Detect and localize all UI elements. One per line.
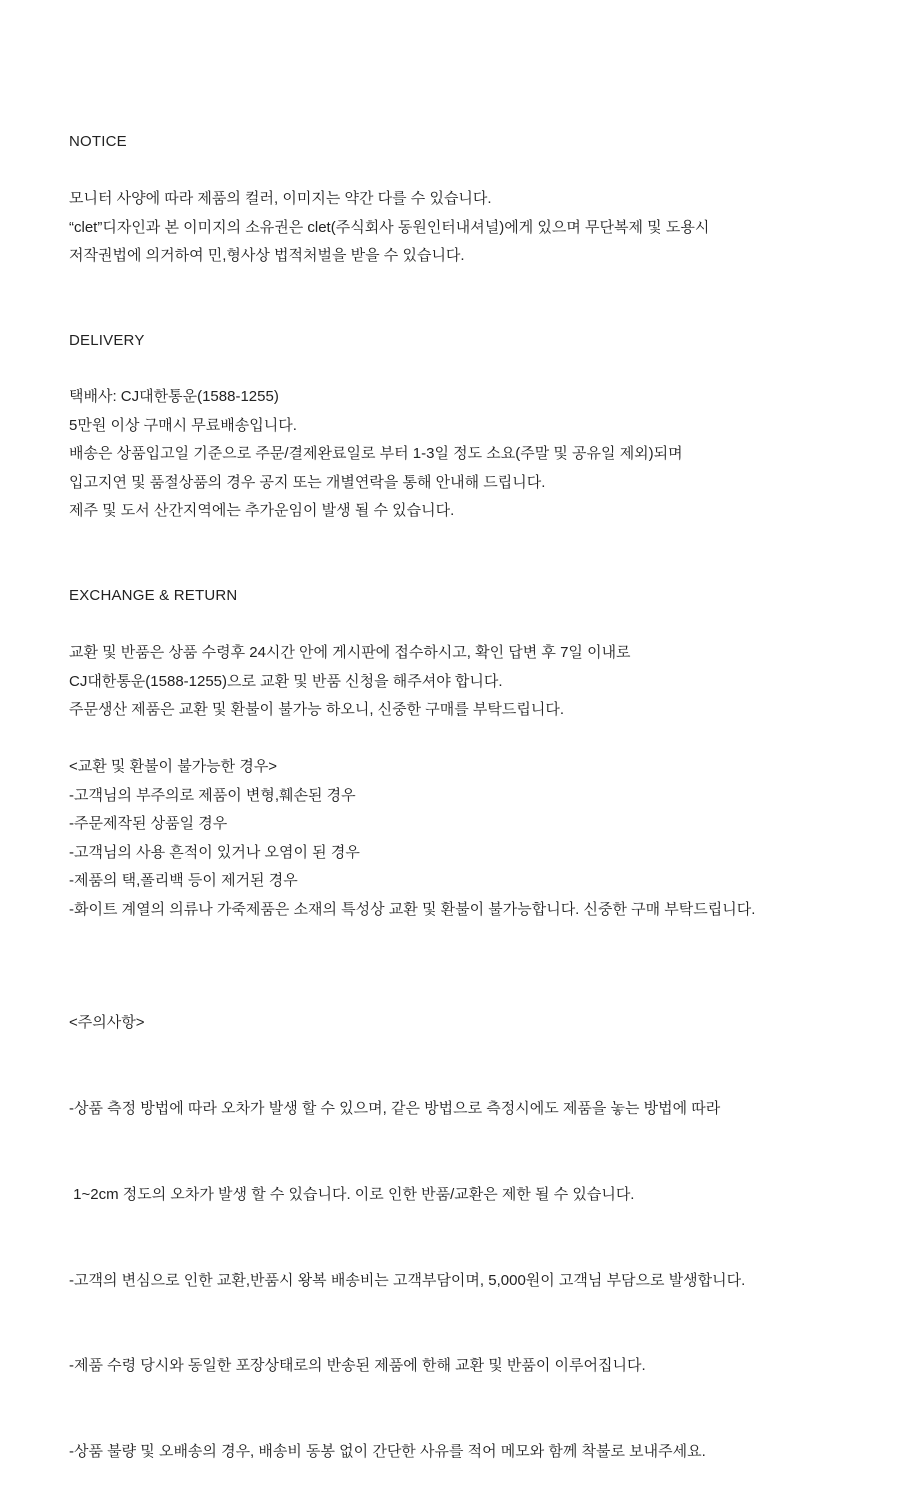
- list-item: -제품 수령 당시와 동일한 포장상태로의 반송된 제품에 한해 교환 및 반품이 이루어집니다.: [69, 1357, 646, 1375]
- list-item: -고객님의 사용 흔적이 있거나 오염이 된 경우: [69, 843, 360, 861]
- list-item: -고객님의 부주의로 제품이 변형,훼손된 경우: [69, 786, 356, 804]
- notice-line: 저작권법에 의거하여 민,형사상 법적처벌을 받을 수 있습니다.: [69, 247, 465, 265]
- list-item: -화이트 계열의 의류나 가죽제품은 소재의 특성상 교환 및 환불이 불가능합니다. 신중한 구매 부탁드립니다.: [69, 900, 756, 918]
- not-allowed-heading: <교환 및 환불이 불가능한 경우>: [69, 758, 278, 775]
- not-allowed-list: [69, 753, 880, 925]
- list-item: -상품 측정 방법에 따라 오차가 발생 할 수 있으며, 같은 방법으로 측정시에도 제품을 놓는 방법에 따라: [69, 1099, 721, 1117]
- cautions-list: [69, 952, 880, 1495]
- delivery-line: 5만원 이상 구매시 무료배송입니다.: [69, 416, 297, 434]
- delivery-line: 제주 및 도서 산간지역에는 추가운임이 발생 될 수 있습니다.: [69, 502, 455, 520]
- list-item: -주문제작된 상품일 경우: [69, 815, 228, 833]
- delivery-line: 택배사: CJ대한통운(1588-1255): [69, 388, 279, 405]
- notice-text: [69, 185, 880, 271]
- delivery-line: 배송은 상품입고일 기준으로 주문/결제완료일로 부터 1-3일 정도 소요(주말 및 공유일 제외)되며: [69, 445, 683, 463]
- cautions-heading: <주의사항>: [69, 1014, 145, 1032]
- notice-line: “clet”디자인과 본 이미지의 소유권은 clet(주식회사 동원인터내셔널)에게 있으며 무단복제 및 도용시: [69, 218, 710, 236]
- notice-line: 모니터 사양에 따라 제품의 컬러, 이미지는 약간 다를 수 있습니다.: [69, 190, 492, 207]
- exchange-intro: [69, 639, 880, 725]
- exchange-heading: EXCHANGE & RETURN: [69, 587, 238, 604]
- list-item: 1~2cm 정도의 오차가 발생 할 수 있습니다. 이로 인한 반품/교환은 제한 될 수 있습니다.: [69, 1185, 635, 1203]
- delivery-heading: DELIVERY: [69, 332, 145, 349]
- list-item: -상품 불량 및 오배송의 경우, 배송비 동봉 없이 간단한 사유를 적어 메모와 함께 착불로 보내주세요.: [69, 1443, 706, 1461]
- delivery-text: [69, 383, 880, 526]
- exchange-line: 교환 및 반품은 상품 수령후 24시간 안에 게시판에 접수하시고, 확인 답변 후 7일 이내로: [69, 644, 631, 661]
- exchange-line: 주문생산 제품은 교환 및 환불이 불가능 하오니, 신중한 구매를 부탁드립니다.: [69, 701, 565, 719]
- exchange-line: CJ대한통운(1588-1255)으로 교환 및 반품 신청을 해주셔야 합니다.: [69, 672, 503, 690]
- list-item: -제품의 택,폴리백 등이 제거된 경우: [69, 872, 298, 890]
- notice-heading: NOTICE: [69, 133, 127, 150]
- list-item: -고객의 변심으로 인한 교환,반품시 왕복 배송비는 고객부담이며, 5,000원이 고객님 부담으로 발생합니다.: [69, 1271, 746, 1289]
- delivery-line: 입고지연 및 품절상품의 경우 공지 또는 개별연락을 통해 안내해 드립니다.: [69, 473, 546, 491]
